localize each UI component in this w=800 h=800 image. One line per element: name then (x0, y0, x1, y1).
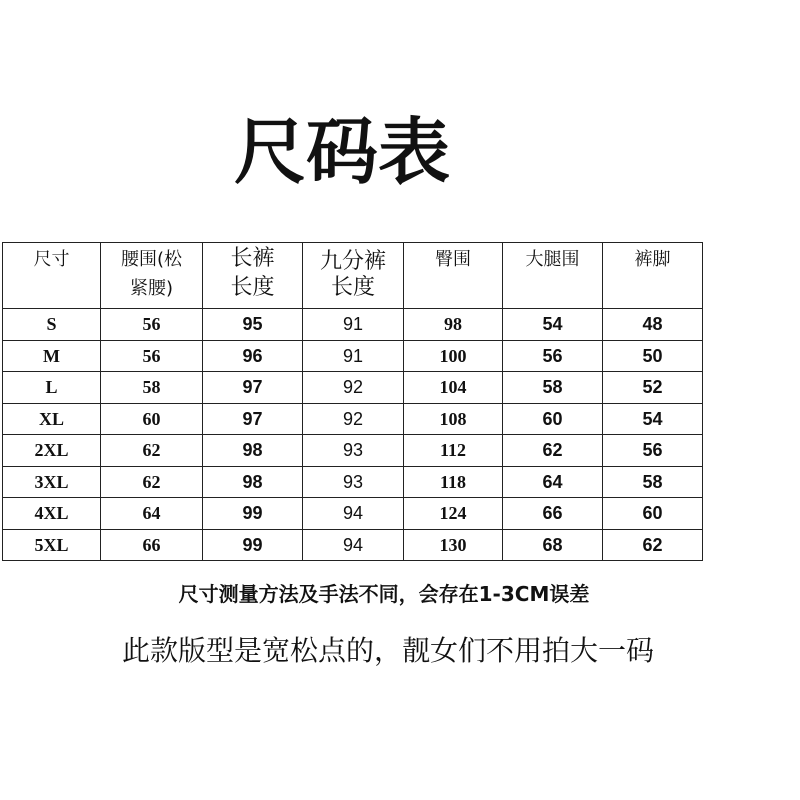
fit-note: 此款版型是宽松点的，靓女们不用拍大一码 (121, 634, 654, 667)
cell-cropped-length: 93 (303, 435, 404, 467)
header-line: 裤脚 (634, 249, 671, 270)
cell-size: L (3, 372, 101, 404)
header-row (3, 243, 703, 309)
cell-cropped-length: 93 (303, 466, 404, 498)
cell-hip: 112 (404, 435, 503, 467)
cell-size: 2XL (3, 435, 101, 467)
header-line: 尺寸 (33, 249, 70, 270)
cell-waist: 56 (101, 309, 203, 341)
table-row (3, 466, 703, 498)
table-row (3, 309, 703, 341)
cell-trouser-length: 99 (203, 529, 303, 561)
header-cropped-length (303, 243, 404, 309)
cell-hem: 56 (603, 435, 703, 467)
cell-thigh: 66 (503, 498, 603, 530)
cell-waist: 62 (101, 435, 203, 467)
cell-hem: 60 (603, 498, 703, 530)
cell-trouser-length: 98 (203, 466, 303, 498)
cell-thigh: 56 (503, 340, 603, 372)
cell-thigh: 58 (503, 372, 603, 404)
header-thigh (503, 243, 603, 309)
header-trouser-length (203, 243, 303, 309)
page-title: 尺码表 (233, 110, 450, 194)
header-line: 长度 (330, 275, 375, 300)
cell-thigh: 64 (503, 466, 603, 498)
cell-hem: 62 (603, 529, 703, 561)
cell-hip: 100 (404, 340, 503, 372)
cell-waist: 60 (101, 403, 203, 435)
cell-size: S (3, 309, 101, 341)
cell-size: 5XL (3, 529, 101, 561)
cell-cropped-length: 91 (303, 340, 404, 372)
cell-waist: 56 (101, 340, 203, 372)
cell-cropped-length: 92 (303, 403, 404, 435)
header-line: 腰围(松 (120, 249, 183, 270)
table-header (3, 243, 703, 309)
cell-hem: 58 (603, 466, 703, 498)
table-row (3, 340, 703, 372)
cell-hip: 118 (404, 466, 503, 498)
header-line: 长度 (230, 275, 275, 300)
cell-waist: 58 (101, 372, 203, 404)
cell-cropped-length: 94 (303, 529, 404, 561)
header-line: 紧腰) (129, 278, 174, 299)
cell-trouser-length: 96 (203, 340, 303, 372)
cell-thigh: 60 (503, 403, 603, 435)
header-waist (101, 243, 203, 309)
cell-trouser-length: 99 (203, 498, 303, 530)
cell-cropped-length: 94 (303, 498, 404, 530)
cell-thigh: 62 (503, 435, 603, 467)
cell-hem: 52 (603, 372, 703, 404)
cell-trouser-length: 95 (203, 309, 303, 341)
cell-thigh: 68 (503, 529, 603, 561)
header-size (3, 243, 101, 309)
cell-hem: 48 (603, 309, 703, 341)
header-line: 大腿围 (525, 249, 580, 270)
cell-hem: 54 (603, 403, 703, 435)
cell-size: 3XL (3, 466, 101, 498)
cell-trouser-length: 97 (203, 403, 303, 435)
cell-thigh: 54 (503, 309, 603, 341)
header-line: 臀围 (435, 249, 471, 270)
cell-hip: 124 (404, 498, 503, 530)
table-row (3, 435, 703, 467)
measurement-note: 尺寸测量方法及手法不同，会存在1-3CM误差 (178, 582, 590, 606)
cell-size: XL (3, 403, 101, 435)
header-hip (404, 243, 503, 309)
cell-trouser-length: 97 (203, 372, 303, 404)
cell-hip: 130 (404, 529, 503, 561)
cell-hip: 98 (404, 309, 503, 341)
header-line: 长裤 (230, 246, 275, 271)
cell-waist: 66 (101, 529, 203, 561)
table-row (3, 498, 703, 530)
header-hem (603, 243, 703, 309)
table-row (3, 403, 703, 435)
table-row (3, 372, 703, 404)
cell-size: 4XL (3, 498, 101, 530)
cell-waist: 64 (101, 498, 203, 530)
cell-trouser-length: 98 (203, 435, 303, 467)
header-line: 九分裤 (319, 249, 386, 274)
cell-cropped-length: 92 (303, 372, 404, 404)
cell-hip: 108 (404, 403, 503, 435)
cell-hem: 50 (603, 340, 703, 372)
size-chart-table (2, 242, 703, 561)
table-row (3, 529, 703, 561)
cell-waist: 62 (101, 466, 203, 498)
cell-cropped-length: 91 (303, 309, 404, 341)
cell-size: M (3, 340, 101, 372)
table-body (3, 309, 703, 561)
cell-hip: 104 (404, 372, 503, 404)
